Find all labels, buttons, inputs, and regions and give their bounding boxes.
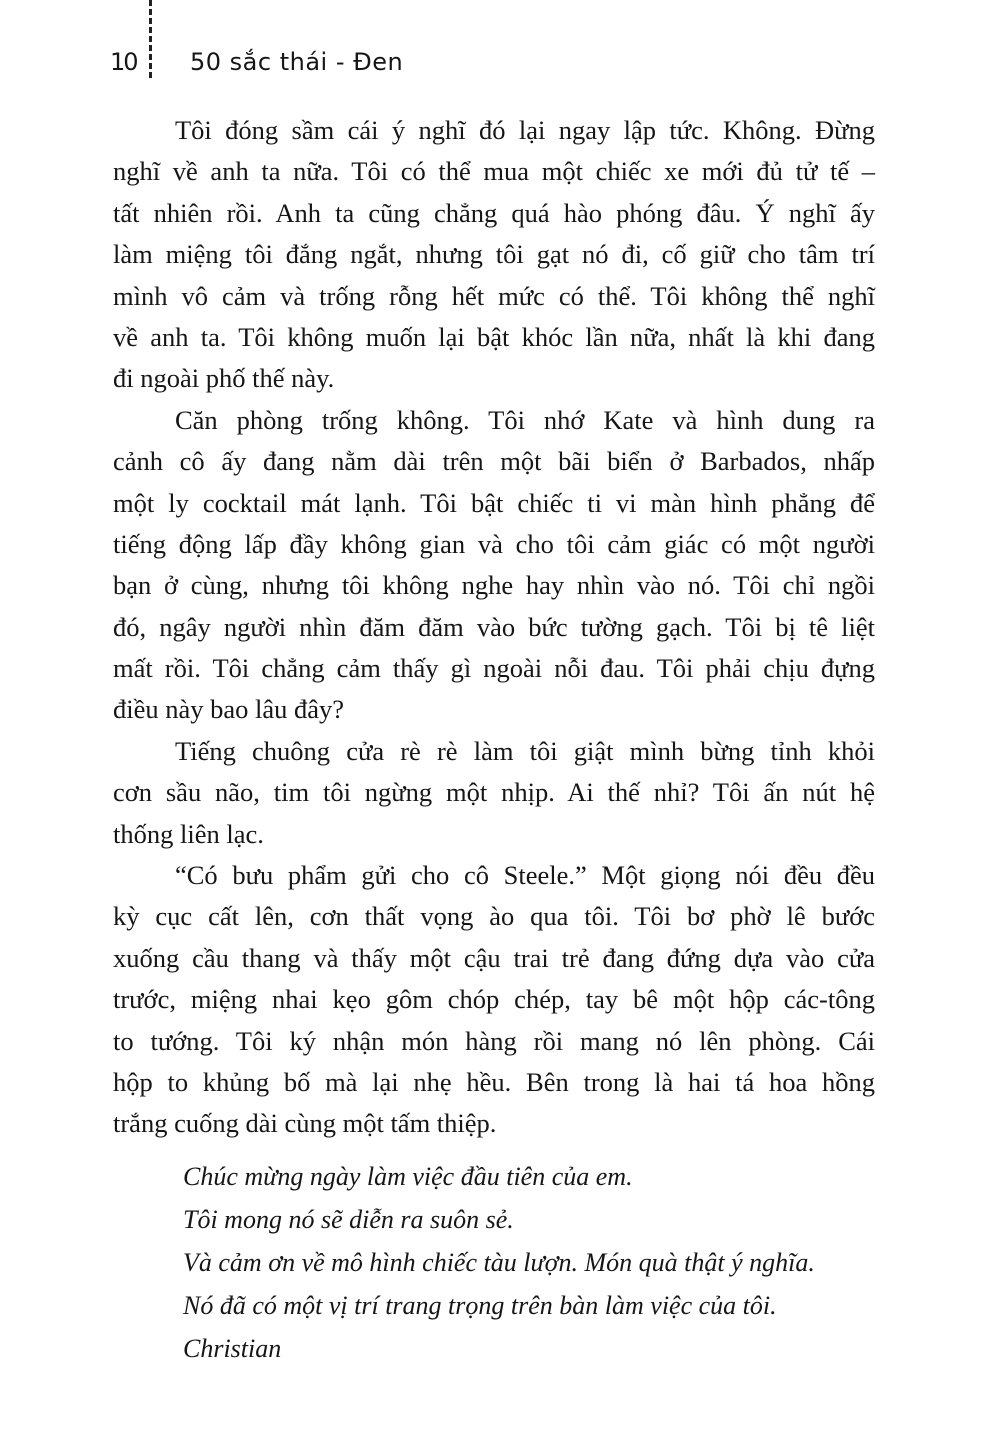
running-title: 50 sắc thái - Đen <box>190 48 404 76</box>
text-line: “Có bưu phẩm gửi cho cô Steele.” Một giọng nói đều đều <box>175 860 875 891</box>
body-text <box>113 110 875 1145</box>
text-line: thống liên lạc. <box>113 818 264 849</box>
card-line: Chúc mừng ngày làm việc đầu tiên của em. <box>183 1162 633 1191</box>
card-line: Và cảm ơn về mô hình chiếc tàu lượn. Món quà thật ý nghĩa. <box>183 1248 815 1277</box>
text-line: đi ngoài phố thế này. <box>113 363 335 394</box>
paragraph <box>113 400 875 731</box>
text-line: to tướng. Tôi ký nhận món hàng rồi mang nó lên phòng. Cái <box>113 1025 875 1056</box>
text-line: trắng cuống dài cùng một tấm thiệp. <box>113 1108 497 1139</box>
card-line: Nó đã có một vị trí trang trọng trên bàn làm việc của tôi. <box>183 1291 777 1320</box>
paragraph <box>113 110 875 400</box>
text-line: tất nhiên rồi. Anh ta cũng chẳng quá hào phóng đâu. Ý nghĩ ấy <box>113 197 875 228</box>
page-number: 10 <box>110 48 137 76</box>
text-line: cơn sầu não, tim tôi ngừng một nhịp. Ai thế nhỉ? Tôi ấn nút hệ <box>113 777 875 808</box>
text-line: tiếng động lấp đầy không gian và cho tôi cảm giác có một người <box>113 528 875 559</box>
card-signature: Christian <box>183 1334 282 1363</box>
text-line: kỳ cục cất lên, cơn thất vọng ào qua tôi. Tôi bơ phờ lê bước <box>113 901 875 932</box>
text-line: bạn ở cùng, nhưng tôi không nghe hay nhìn vào nó. Tôi chỉ ngồi <box>113 570 875 601</box>
card-line: Tôi mong nó sẽ diễn ra suôn sẻ. <box>183 1205 514 1234</box>
text-line: điều này bao lâu đây? <box>113 694 345 725</box>
card-message <box>183 1155 883 1370</box>
text-line: làm miệng tôi đắng ngắt, nhưng tôi gạt nó đi, cố giữ cho tâm trí <box>113 239 875 270</box>
text-line: mình vô cảm và trống rỗng hết mức có thể. Tôi không thể nghĩ <box>113 280 875 311</box>
text-line: hộp to khủng bố mà lại nhẹ hều. Bên trong là hai tá hoa hồng <box>113 1066 875 1097</box>
text-line: xuống cầu thang và thấy một cậu trai trẻ đang đứng dựa vào cửa <box>113 942 875 973</box>
text-line: Tiếng chuông cửa rè rè làm tôi giật mình bừng tỉnh khỏi <box>175 735 875 766</box>
paragraph <box>113 731 875 855</box>
text-line: một ly cocktail mát lạnh. Tôi bật chiếc ti vi màn hình phẳng để <box>113 487 875 518</box>
text-line: Tôi đóng sầm cái ý nghĩ đó lại ngay lập tức. Không. Đừng <box>175 115 875 145</box>
header-divider <box>149 0 152 78</box>
text-line: đó, ngây người nhìn đăm đăm vào bức tường gạch. Tôi bị tê liệt <box>113 611 875 642</box>
text-line: trước, miệng nhai kẹo gôm chóp chép, tay bê một hộp các-tông <box>113 984 875 1015</box>
paragraph <box>113 855 875 1145</box>
text-line: nghĩ về anh ta nữa. Tôi có thể mua một chiếc xe mới đủ tử tế – <box>113 156 875 187</box>
text-line: cảnh cô ấy đang nằm dài trên một bãi biển ở Barbados, nhấp <box>113 446 875 477</box>
text-line: mất rồi. Tôi chẳng cảm thấy gì ngoài nỗi đau. Tôi phải chịu đựng <box>113 653 875 684</box>
text-line: về anh ta. Tôi không muốn lại bật khóc lần nữa, nhất là khi đang <box>113 321 875 352</box>
text-line: Căn phòng trống không. Tôi nhớ Kate và hình dung ra <box>175 404 875 435</box>
